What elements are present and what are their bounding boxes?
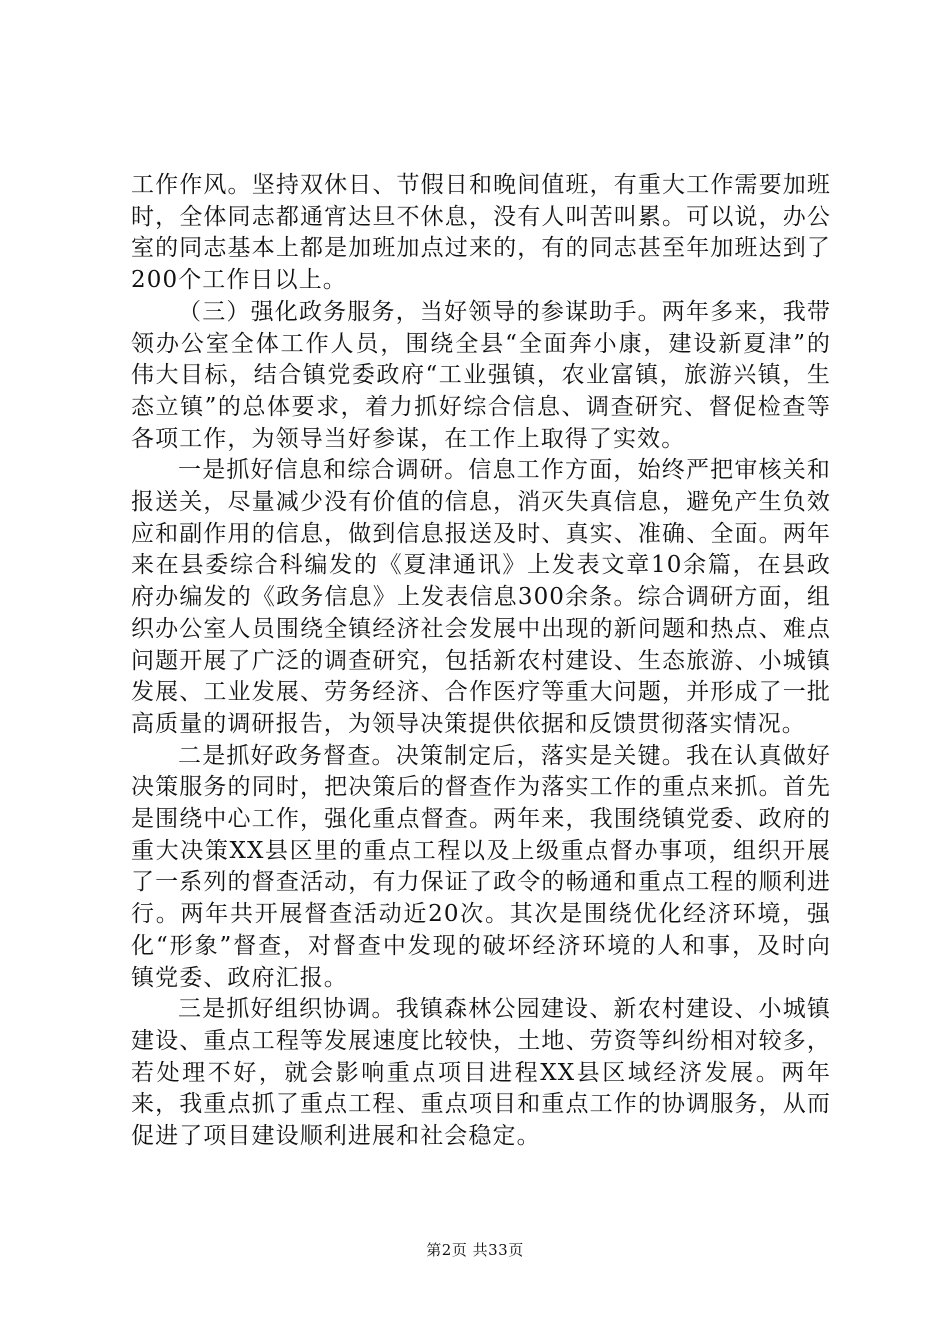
paragraph-section-three: （三）强化政务服务，当好领导的参谋助手。两年多来，我带领办公室全体工作人员，围绕全县“全面奔小康，建设新夏津”的伟大目标，结合镇党委政府“工业强镇，农业富镇，旅游兴镇，生态立镇”的总体要求，着力抓好综合信息、调查研究、督促检查等各项工作，为领导当好参谋，在工作上取得了实效。 [131,298,831,452]
document-body [131,170,831,1153]
page-number-footer: 第2页 共33页 [426,1241,524,1259]
paragraph-supervision: 二是抓好政务督查。决策制定后，落实是关键。我在认真做好决策服务的同时，把决策后的督查作为落实工作的重点来抓。首先是围绕中心工作，强化重点督查。两年来，我围绕镇党委、政府的重大决策XX县区里的重点工程以及上级重点督办事项，组织开展了一系列的督查活动，有力保证了政令的畅通和重点工程的顺利进行。两年共开展督查活动近20次。其次是围绕优化经济环境，强化“形象”督查，对督查中发现的破坏经济环境的人和事，及时向镇党委、政府汇报。 [131,742,831,991]
paragraph-information-research: 一是抓好信息和综合调研。信息工作方面，始终严把审核关和报送关，尽量减少没有价值的信息，消灭失真信息，避免产生负效应和副作用的信息，做到信息报送及时、真实、准确、全面。两年来在县委综合科编发的《夏津通讯》上发表文章10余篇，在县政府办编发的《政务信息》上发表信息300余条。综合调研方面，组织办公室人员围绕全镇经济社会发展中出现的新问题和热点、难点问题开展了广泛的调查研究，包括新农村建设、生态旅游、小城镇发展、工业发展、劳务经济、合作医疗等重大问题，并形成了一批高质量的调研报告，为领导决策提供依据和反馈贯彻落实情况。 [131,457,831,737]
paragraph-coordination: 三是抓好组织协调。我镇森林公园建设、新农村建设、小城镇建设、重点工程等发展速度比较快，土地、劳资等纠纷相对较多，若处理不好，就会影响重点项目进程XX县区域经济发展。两年来，我重点抓了重点工程、重点项目和重点工作的协调服务，从而促进了项目建设顺利进展和社会稳定。 [131,996,831,1150]
paragraph-continuation: 工作作风。坚持双休日、节假日和晚间值班，有重大工作需要加班时，全体同志都通宵达旦不休息，没有人叫苦叫累。可以说，办公室的同志基本上都是加班加点过来的，有的同志甚至年加班达到了200个工作日以上。 [131,172,831,294]
